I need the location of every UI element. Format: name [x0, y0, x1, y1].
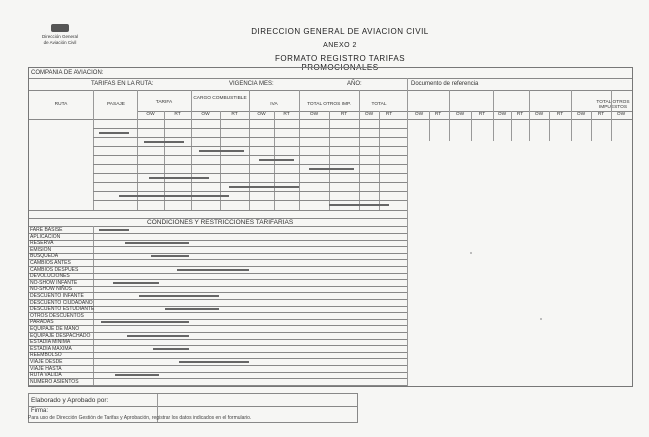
divider	[329, 111, 330, 210]
divider	[611, 90, 612, 141]
ow-label: OW	[534, 112, 544, 117]
condition-row: DESCUENTO INFANTE	[30, 293, 84, 299]
rt-label: RT	[231, 112, 238, 117]
ow-label: OW	[455, 112, 465, 117]
divider	[29, 246, 407, 247]
conditions-title: CONDICIONES Y RESTRICCIONES TARIFARIAS	[147, 219, 294, 226]
divider	[93, 90, 94, 210]
divider	[29, 233, 407, 234]
footer-note: Para uso de Dirección Gestión de Tarifas y Aprobación, registrar los datos indicados en el formulario.	[28, 415, 252, 421]
divider	[407, 210, 408, 386]
condition-row: RUTA VALIDA	[30, 372, 62, 379]
redaction-mark	[99, 229, 129, 231]
condition-row: CAMBIOS ANTES	[30, 260, 71, 266]
divider	[549, 111, 550, 141]
col-tarifa: TARIFA	[155, 100, 173, 105]
divider	[429, 111, 430, 141]
divider	[29, 378, 407, 379]
redaction-mark	[309, 168, 354, 170]
condition-row: RESERVA	[30, 240, 54, 247]
divider	[591, 111, 592, 141]
ow-label: OW	[414, 112, 424, 117]
redaction-mark	[101, 321, 189, 323]
condition-row: DEVOLUCIONES	[30, 273, 70, 280]
divider	[29, 279, 407, 280]
col-iva: IVA	[270, 102, 278, 107]
divider	[299, 90, 300, 210]
condition-row: ESTADIA MINIMA	[30, 339, 71, 346]
condition-row: DESCUENTO CIUDADANO	[30, 299, 93, 306]
rt-label: RT	[516, 112, 524, 117]
fare-registration-form	[28, 67, 633, 387]
divider	[93, 182, 407, 183]
redaction-mark	[119, 195, 229, 197]
divider	[29, 339, 407, 340]
redaction-mark	[127, 335, 189, 337]
redaction-mark	[99, 132, 129, 134]
divider	[93, 146, 407, 147]
form-subtitle: FORMATO REGISTRO TARIFAS PROMOCIONALES	[274, 54, 406, 72]
divider	[29, 385, 407, 386]
divider	[93, 137, 407, 138]
rt-label: RT	[478, 112, 486, 117]
condition-row: REEMBOLSO	[30, 352, 62, 359]
ow-label: OW	[257, 112, 266, 117]
divider	[93, 191, 407, 192]
redaction-mark	[151, 255, 189, 257]
divider	[29, 253, 407, 254]
scan-speck	[470, 252, 472, 254]
divider	[29, 273, 407, 274]
divider	[29, 352, 407, 353]
annex-label: ANEXO 2	[323, 42, 357, 49]
redaction-mark	[177, 269, 249, 271]
condition-row: NO-SHOW INFANTE	[30, 279, 78, 286]
divider	[471, 111, 472, 141]
rt-label: RT	[174, 112, 181, 117]
redaction-mark	[153, 348, 189, 350]
condition-row: EQUIPAJE DESPACHADO	[30, 332, 91, 339]
divider	[379, 111, 380, 210]
divider	[449, 90, 450, 141]
condition-row: DESCUENTO ESTUDIANTE	[30, 306, 95, 313]
divider	[93, 155, 407, 156]
condition-row: NUMERO ASIENTOS	[30, 378, 79, 385]
ow-label: OW	[201, 112, 210, 117]
condition-row: OTROS DESCUENTOS	[30, 312, 84, 319]
condition-row: BUSQUEDA	[30, 253, 59, 260]
redaction-mark	[329, 204, 389, 206]
rt-label: RT	[597, 112, 605, 117]
divider	[29, 226, 407, 227]
divider	[29, 259, 407, 260]
rt-label: RT	[340, 112, 348, 117]
col-ruta: RUTA	[54, 102, 68, 107]
divider	[93, 164, 407, 165]
divider	[29, 319, 407, 320]
divider	[249, 90, 250, 210]
divider	[29, 240, 407, 241]
divider	[29, 345, 407, 346]
divider	[29, 78, 632, 79]
divider	[29, 266, 407, 267]
divider	[29, 119, 632, 120]
divider	[29, 406, 357, 407]
condition-row: EMISION	[30, 246, 52, 253]
redaction-mark	[199, 150, 244, 152]
scan-speck	[540, 318, 542, 320]
ow-label: OW	[576, 112, 586, 117]
divider	[529, 90, 530, 141]
divider	[29, 90, 632, 91]
redaction-mark	[113, 282, 159, 284]
divider	[407, 78, 408, 90]
ow-label: OW	[146, 112, 155, 117]
divider	[359, 90, 360, 210]
divider	[93, 128, 407, 129]
prepared-by-label: Elaborado y Aprobado por:	[31, 397, 109, 404]
col-pasaje: PASAJE	[106, 102, 126, 107]
document-title: DIRECCION GENERAL DE AVIACION CIVIL	[251, 27, 429, 36]
condition-row: ESTADIA MAXIMA	[30, 345, 72, 352]
divider	[29, 358, 407, 359]
col-otros: TOTAL OTROS IMP.	[307, 102, 351, 107]
rt-label: RT	[434, 112, 442, 117]
divider	[191, 90, 192, 210]
redaction-mark	[139, 295, 219, 297]
redaction-mark	[229, 186, 299, 188]
ow-label: OW	[497, 112, 507, 117]
validity-label: VIGENCIA MES:	[229, 81, 274, 87]
rt-label: RT	[556, 112, 564, 117]
divider	[29, 292, 407, 293]
divider	[29, 286, 407, 287]
doc-ref-label: Documento de referencia	[411, 81, 479, 87]
divider	[93, 173, 407, 174]
condition-row: NO-SHOW NIÑOS	[30, 286, 72, 293]
redaction-mark	[125, 242, 189, 244]
divider	[29, 210, 407, 211]
divider	[29, 372, 407, 373]
rt-label: RT	[385, 112, 393, 117]
condition-row: VIAJE HASTA	[30, 365, 62, 372]
condition-row: CAMBIOS DESPUES	[30, 266, 79, 273]
condition-row: VIAJE DESDE	[30, 359, 63, 365]
ow-label: OW	[616, 112, 626, 117]
col-total-final: TOTAL OTROS IMPUESTOS	[596, 100, 630, 110]
logo-line-1: Dirección General	[41, 34, 78, 39]
divider	[93, 200, 407, 201]
divider	[137, 90, 138, 210]
divider	[29, 325, 407, 326]
seal-icon	[51, 24, 69, 32]
ow-label: OW	[364, 112, 374, 117]
redaction-mark	[115, 374, 159, 376]
divider	[493, 90, 494, 141]
route-fares-label: TARIFAS EN LA RUTA:	[91, 81, 154, 87]
redaction-mark	[165, 308, 219, 310]
logo-line-2: de Aviación Civil	[43, 40, 77, 45]
divider	[407, 90, 408, 210]
col-cargo: CARGO COMBUSTIBLE	[193, 96, 247, 101]
divider	[511, 111, 512, 141]
col-total: TOTAL	[371, 102, 387, 107]
rt-label: RT	[283, 112, 290, 117]
condition-row: FARE BASISE	[30, 227, 63, 233]
divider	[29, 312, 407, 313]
condition-row: PARADAS	[30, 319, 54, 326]
condition-row: EQUIPAJE DE MANO	[30, 326, 80, 332]
redaction-mark	[179, 361, 249, 363]
ow-label: OW	[309, 112, 319, 117]
divider	[571, 90, 572, 141]
condition-row: APLICACION	[30, 233, 61, 240]
dgac-logo	[30, 24, 90, 46]
redaction-mark	[149, 177, 209, 179]
year-label: AÑO:	[347, 81, 362, 87]
redaction-mark	[259, 159, 294, 161]
signature-label: Firma:	[31, 408, 48, 414]
company-label: COMPANIA DE AVIACION:	[31, 70, 104, 76]
redaction-mark	[144, 141, 184, 143]
divider	[29, 365, 407, 366]
